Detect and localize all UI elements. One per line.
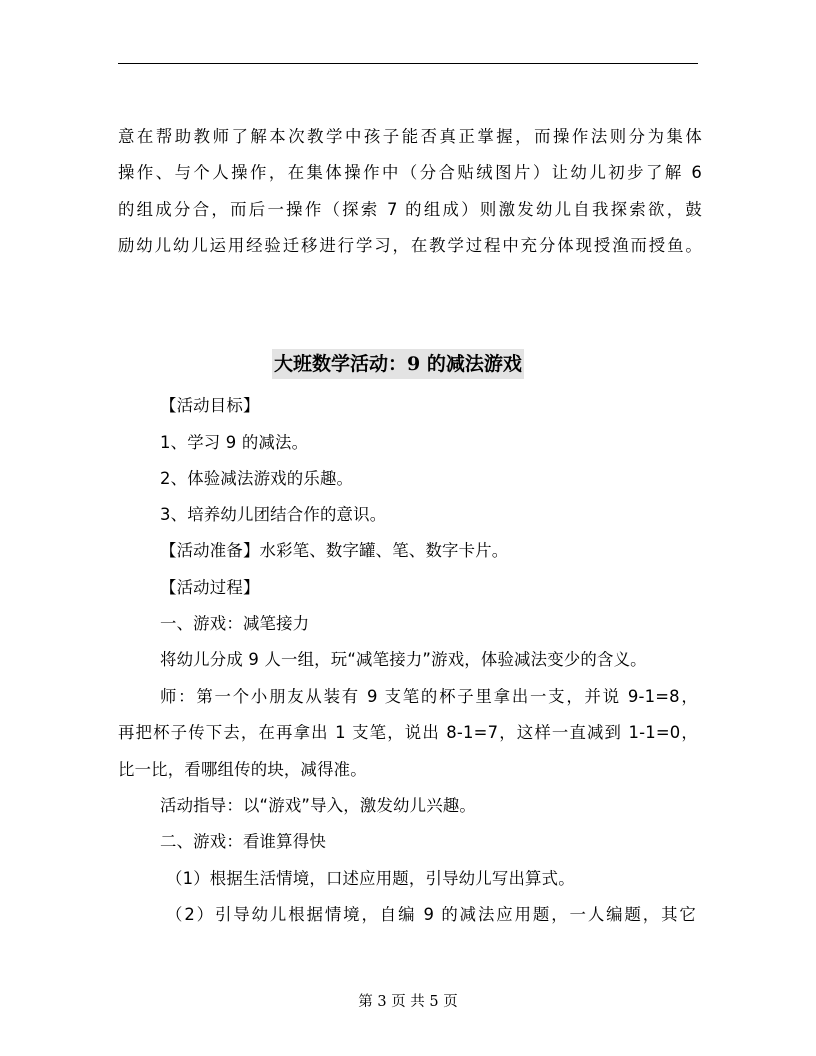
intro-line-2: 操作、与个人操作，在集体操作中（分合贴绒图片）让幼儿初步了解 6	[118, 163, 702, 182]
intro-line-3: 的组成分合，而后一操作（探索 7 的组成）则激发幼儿自我探索欲，鼓	[118, 200, 702, 219]
page-footer: 第 3 页 共 5 页	[358, 994, 458, 1010]
step-1: （1）根据生活情境，口述应用题，引导幼儿写出算式。	[166, 869, 575, 888]
activity-guide: 活动指导：以“游戏”导入，激发幼儿兴趣。	[160, 796, 477, 815]
step-2: （2）引导幼儿根据情境，自编 9 的减法应用题，一人编题，其它	[166, 905, 696, 924]
goals-heading: 【活动目标】	[160, 396, 260, 415]
teacher-line-1: 师：第一个小朋友从装有 9 支笔的杯子里拿出一支，并说 9-1=8，	[160, 687, 698, 706]
intro-line-1: 意在帮助教师了解本次教学中孩子能否真正掌握，而操作法则分为集体	[118, 127, 702, 146]
intro-line-4: 励幼儿幼儿运用经验迁移进行学习，在教学过程中充分体现授渔而授鱼。	[118, 236, 702, 255]
goal-item-2: 2、体验减法游戏的乐趣。	[160, 469, 354, 488]
process-heading: 【活动过程】	[160, 578, 260, 597]
game1-description: 将幼儿分成 9 人一组，玩“减笔接力”游戏，体验减法变少的含义。	[160, 650, 647, 669]
header-rule	[118, 63, 698, 64]
prep-line: 【活动准备】水彩笔、数字罐、笔、数字卡片。	[160, 541, 509, 560]
teacher-line-3: 比一比，看哪组传的块，减得准。	[118, 760, 367, 779]
goal-item-1: 1、学习 9 的减法。	[160, 433, 309, 452]
goal-item-3: 3、培养幼儿团结合作的意识。	[160, 505, 387, 524]
section-title: 大班数学活动：9 的减法游戏	[272, 349, 524, 379]
teacher-line-2: 再把杯子传下去，在再拿出 1 支笔，说出 8-1=7，这样一直减到 1-1=0，	[118, 723, 698, 742]
game1-title: 一、游戏：减笔接力	[160, 614, 310, 633]
game2-title: 二、游戏：看谁算得快	[160, 832, 326, 851]
